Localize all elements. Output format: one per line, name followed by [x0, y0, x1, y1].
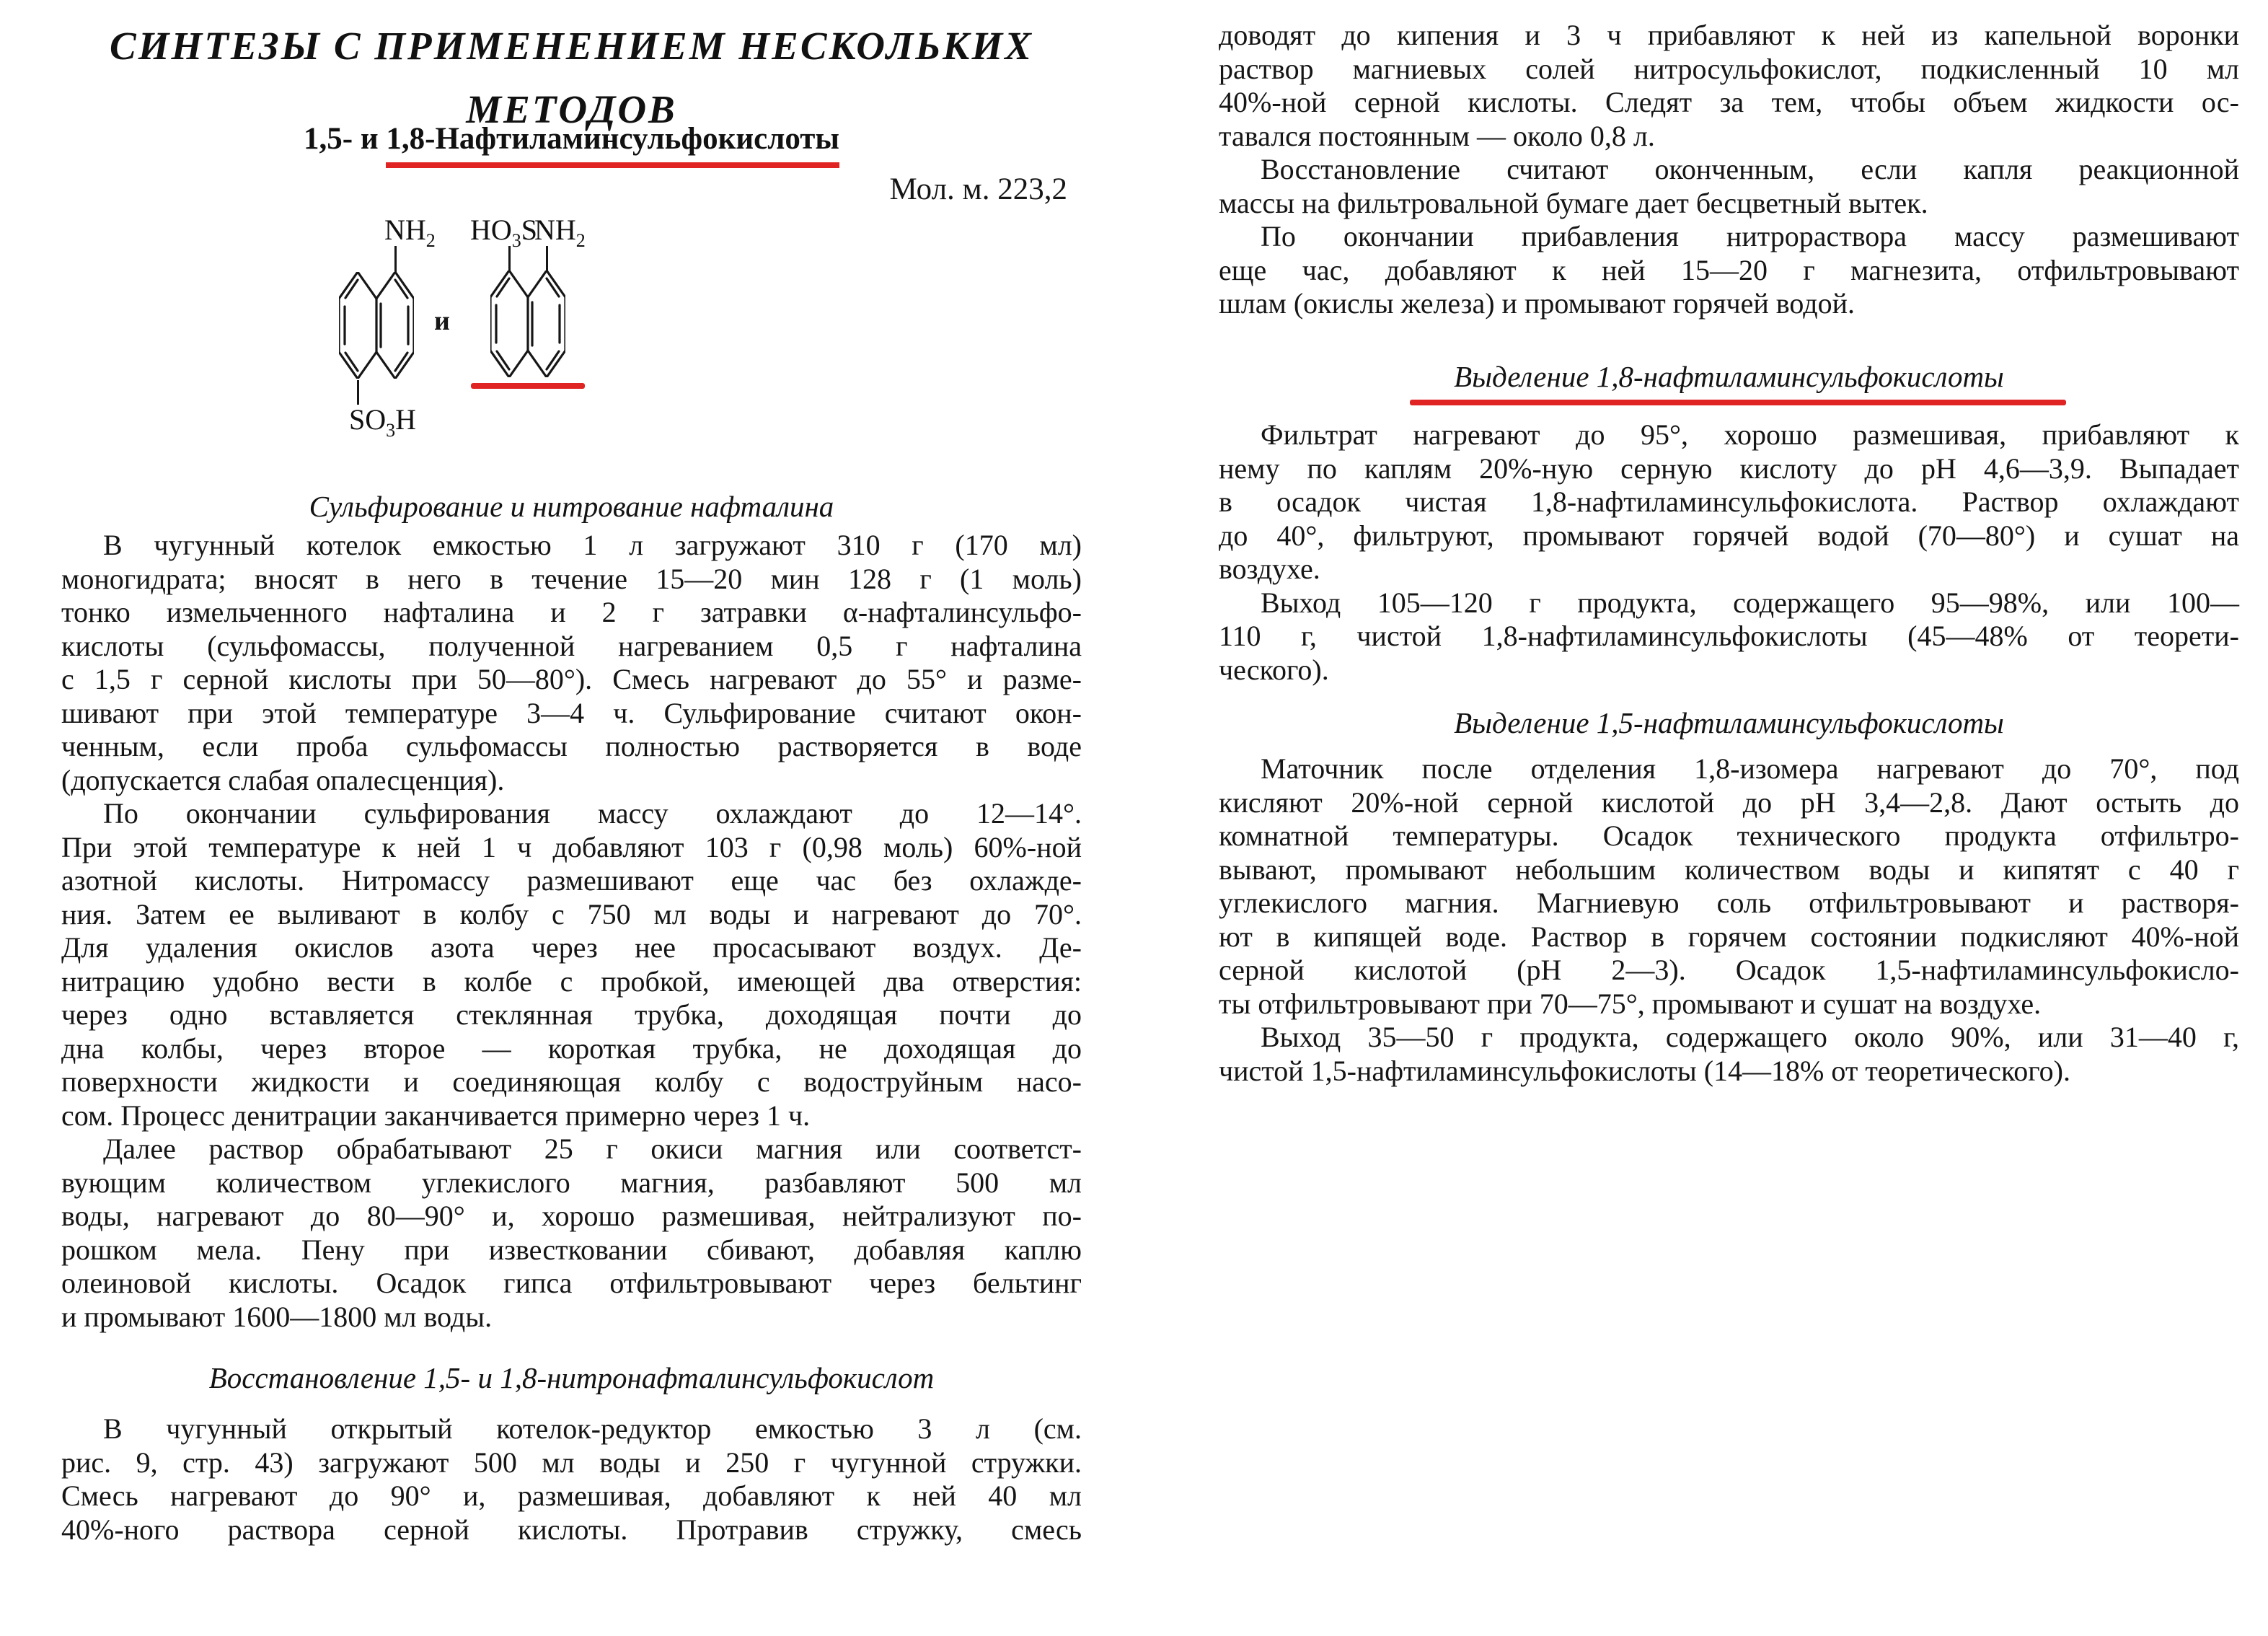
formula-label-so3h: $SO_3H$: [349, 403, 417, 441]
text-line: Смесь нагревают до 90° и, размешивая, добавляют к ней 40 мл: [61, 1479, 1082, 1512]
text-line: моногидрата; вносят в него в течение 15—20 мин 128 г (1 моль): [61, 562, 1082, 595]
text-line: нитрацию удобно вести в колбе с пробкой, имеющей два отверстия:: [61, 964, 1082, 998]
bond-nh2-left: [394, 246, 397, 272]
paragraph: [1219, 1021, 2239, 1088]
text-line: В чугунный котелок емкостью 1 л загружают 310 г (170 мл): [103, 529, 1082, 561]
paragraph: [61, 1133, 1082, 1334]
text-line: чистой 1,5-нафтиламинсульфокислоты (14—18% от теоретического).: [1219, 1054, 2070, 1087]
text-line: Фильтрат нагревают до 95°, хорошо размешивая, прибавляют к: [1261, 418, 2239, 451]
text-line: воздухе.: [1219, 553, 1320, 585]
text-line: массы на фильтровальной бумаге дает бесцветный вытек.: [1219, 186, 1928, 219]
text-line: воды, нагревают до 80—90° и, хорошо размешивая, нейтрализуют по-: [61, 1200, 1082, 1232]
section-heading-isolation-15: Выделение 1,5-нафтиламинсульфокислоты: [1454, 706, 2004, 739]
text-line: до 40°, фильтруют, промывают горячей водой (70—80°) и сушат на: [1219, 519, 2239, 552]
text-line: олеиновой кислоты. Осадок гипса отфильтровывают через бельтинг: [61, 1267, 1082, 1299]
naphthalene-skeleton-18: [490, 271, 565, 377]
text-line: сом. Процесс денитрации заканчивается примерно через 1 ч.: [61, 1099, 811, 1132]
section-heading-isolation-18: Выделение 1,8-нафтиламинсульфокислоты: [1454, 360, 2004, 393]
paragraph: [1219, 220, 2239, 321]
right-column-text-block-2: [1219, 418, 2239, 687]
paragraph: [1219, 153, 2239, 220]
text-line: шлам (окислы железа) и промывают горячей водой.: [1219, 287, 1856, 320]
right-column-text-block-1: [1219, 19, 2239, 321]
text-line: поверхности жидкости и соединяющая колбу с водоструйным насо-: [61, 1065, 1082, 1098]
page-title-line-1: СИНТЕЗЫ С ПРИМЕНЕНИЕМ НЕСКОЛЬКИХ: [110, 24, 1033, 68]
bond-so3h-left: [357, 380, 359, 405]
text-line: 40%-ной серной кислоты. Следят за тем, чтобы объем жидкости ос-: [1219, 86, 2239, 118]
paragraph: [1219, 752, 2239, 1021]
formula-label-ho3s: $HO_3S$: [470, 214, 538, 251]
compound-subtitle: [61, 121, 1082, 157]
paragraph: [1219, 418, 2239, 586]
text-line: доводят до кипения и 3 ч прибавляют к ней из капельной воронки: [1219, 19, 2239, 51]
text-line: Выход 35—50 г продукта, содержащего около 90%, или 31—40 г,: [1261, 1021, 2239, 1053]
text-line: Для удаления окислов азота через нее просасывают воздух. Де-: [61, 931, 1082, 964]
text-line: При этой температуре к ней 1 ч добавляют 103 г (0,98 моль) 60%-ной: [61, 830, 1082, 863]
text-line: комнатной температуры. Осадок технического продукта отфильтро-: [1219, 819, 2239, 852]
naphthalene-skeleton-15: [339, 272, 414, 379]
text-line: с 1,5 г серной кислоты при 50—80°). Смесь нагревают до 55° и разме-: [61, 663, 1082, 695]
text-line: 40%-ного раствора серной кислоты. Протравив стружку, смесь: [61, 1513, 1082, 1546]
text-line: азотной кислоты. Нитромассу размешивают еще час без охлажде-: [61, 864, 1082, 897]
left-column-text-block-2: [61, 1412, 1082, 1547]
subtitle-underlined-red: 1,8-Нафтиламинсульфокислоты: [386, 122, 839, 168]
text-line: углекислого магния. Магниевую соль отфильтровывают и растворя-: [1219, 887, 2239, 919]
connector-text: и: [434, 306, 450, 336]
text-line: нему по каплям 20%-ную серную кислоту до pH 4,6—3,9. Выпадает: [1219, 452, 2239, 485]
text-line: рис. 9, стр. 43) загружают 500 мл воды и 250 г чугунной стружки.: [61, 1446, 1082, 1479]
red-annotation-line-heading: [1410, 400, 2066, 405]
text-line: ты отфильтровывают при 70—75°, промывают и сушат на воздухе.: [1219, 987, 2042, 1020]
text-line: вывают, промывают небольшим количеством воды и кипятят с 40 г: [1219, 853, 2239, 886]
bond-nh2-right: [546, 246, 548, 271]
right-column-text-block-3: [1219, 752, 2239, 1088]
structural-formulas: [332, 213, 606, 441]
text-line: По окончании прибавления нитрораствора массу размешивают: [1261, 220, 2239, 252]
text-line: По окончании сульфирования массу охлаждают до 12—14°.: [103, 797, 1082, 830]
red-annotation-line-structure: [471, 383, 585, 389]
left-column-text-block-1: [61, 529, 1082, 1334]
page-title-line-2: МЕТОДОВ: [466, 87, 677, 131]
text-line: еще час, добавляют к ней 15—20 г магнезита, отфильтровывают: [1219, 253, 2239, 286]
text-line: Восстановление считают оконченным, если капля реакционной: [1261, 153, 2239, 185]
text-line: ченным, если проба сульфомассы полностью растворяется в воде: [61, 730, 1082, 762]
text-line: шивают при этой температуре 3—4 ч. Сульфирование считают окон-: [61, 696, 1082, 729]
text-line: В чугунный открытый котелок-редуктор емкостью 3 л (см.: [103, 1412, 1082, 1445]
text-line: 110 г, чистой 1,8-нафтиламинсульфокислоты (45—48% от теорети-: [1219, 620, 2239, 652]
paragraph: [1219, 586, 2239, 687]
text-line: тавался постоянным — около 0,8 л.: [1219, 119, 1655, 152]
text-line: (допускается слабая опалесценция).: [61, 763, 505, 796]
subtitle-prefix: 1,5- и: [304, 122, 387, 156]
text-line: ческого).: [1219, 653, 1329, 686]
text-line: и промывают 1600—1800 мл воды.: [61, 1300, 493, 1333]
paragraph: [61, 529, 1082, 797]
text-line: кислоты (сульфомассы, полученной нагреванием 0,5 г нафталина: [61, 629, 1082, 662]
text-line: кисляют 20%-ной серной кислотой до pH 3,4—2,8. Дают остыть до: [1219, 786, 2239, 819]
text-line: раствор магниевых солей нитросульфокислот, подкисленный 10 мл: [1219, 52, 2239, 85]
molecular-mass: Мол. м. 223,2: [889, 172, 1067, 206]
text-line: Маточник после отделения 1,8-изомера нагревают до 70°, под: [1261, 752, 2239, 785]
text-line: рошком мела. Пену при известковании сбивают, добавляя каплю: [61, 1233, 1082, 1266]
paragraph: [61, 1412, 1082, 1547]
text-line: ют в кипящей воде. Раствор в горячем состоянии подкисляют 40%-ной: [1219, 920, 2239, 953]
text-line: Выход 105—120 г продукта, содержащего 95—98%, или 100—: [1261, 586, 2239, 619]
text-line: через одно вставляется стеклянная трубка, доходящая почти до: [61, 998, 1082, 1031]
bond-ho3s-right: [508, 246, 511, 271]
text-line: вующим количеством углекислого магния, разбавляют 500 мл: [61, 1166, 1082, 1199]
formula-label-nh2-right: $NH_2$: [534, 214, 586, 251]
section-heading-reduction: Восстановление 1,5- и 1,8-нитронафталинсульфокислот: [208, 1361, 935, 1394]
paragraph: [1219, 19, 2239, 153]
text-line: Далее раствор обрабатывают 25 г окиси магния или соответст-: [103, 1133, 1082, 1165]
paragraph: [61, 797, 1082, 1133]
text-line: тонко измельченного нафталина и 2 г затравки α-нафталинсульфо-: [61, 596, 1082, 628]
text-line: в осадок чистая 1,8-нафтиламинсульфокислота. Раствор охлаждают: [1219, 485, 2239, 518]
text-line: серной кислотой (pH 2—3). Осадок 1,5-нафтиламинсульфокисло-: [1219, 954, 2239, 986]
text-line: ния. Затем ее выливают в колбу с 750 мл воды и нагревают до 70°.: [61, 897, 1082, 931]
text-line: дна колбы, через второе — короткая трубка, не доходящая до: [61, 1032, 1082, 1065]
section-heading-sulfonation: Сульфирование и нитрование нафталина: [309, 490, 834, 523]
formula-label-nh2-left: $NH_2$: [384, 214, 436, 251]
